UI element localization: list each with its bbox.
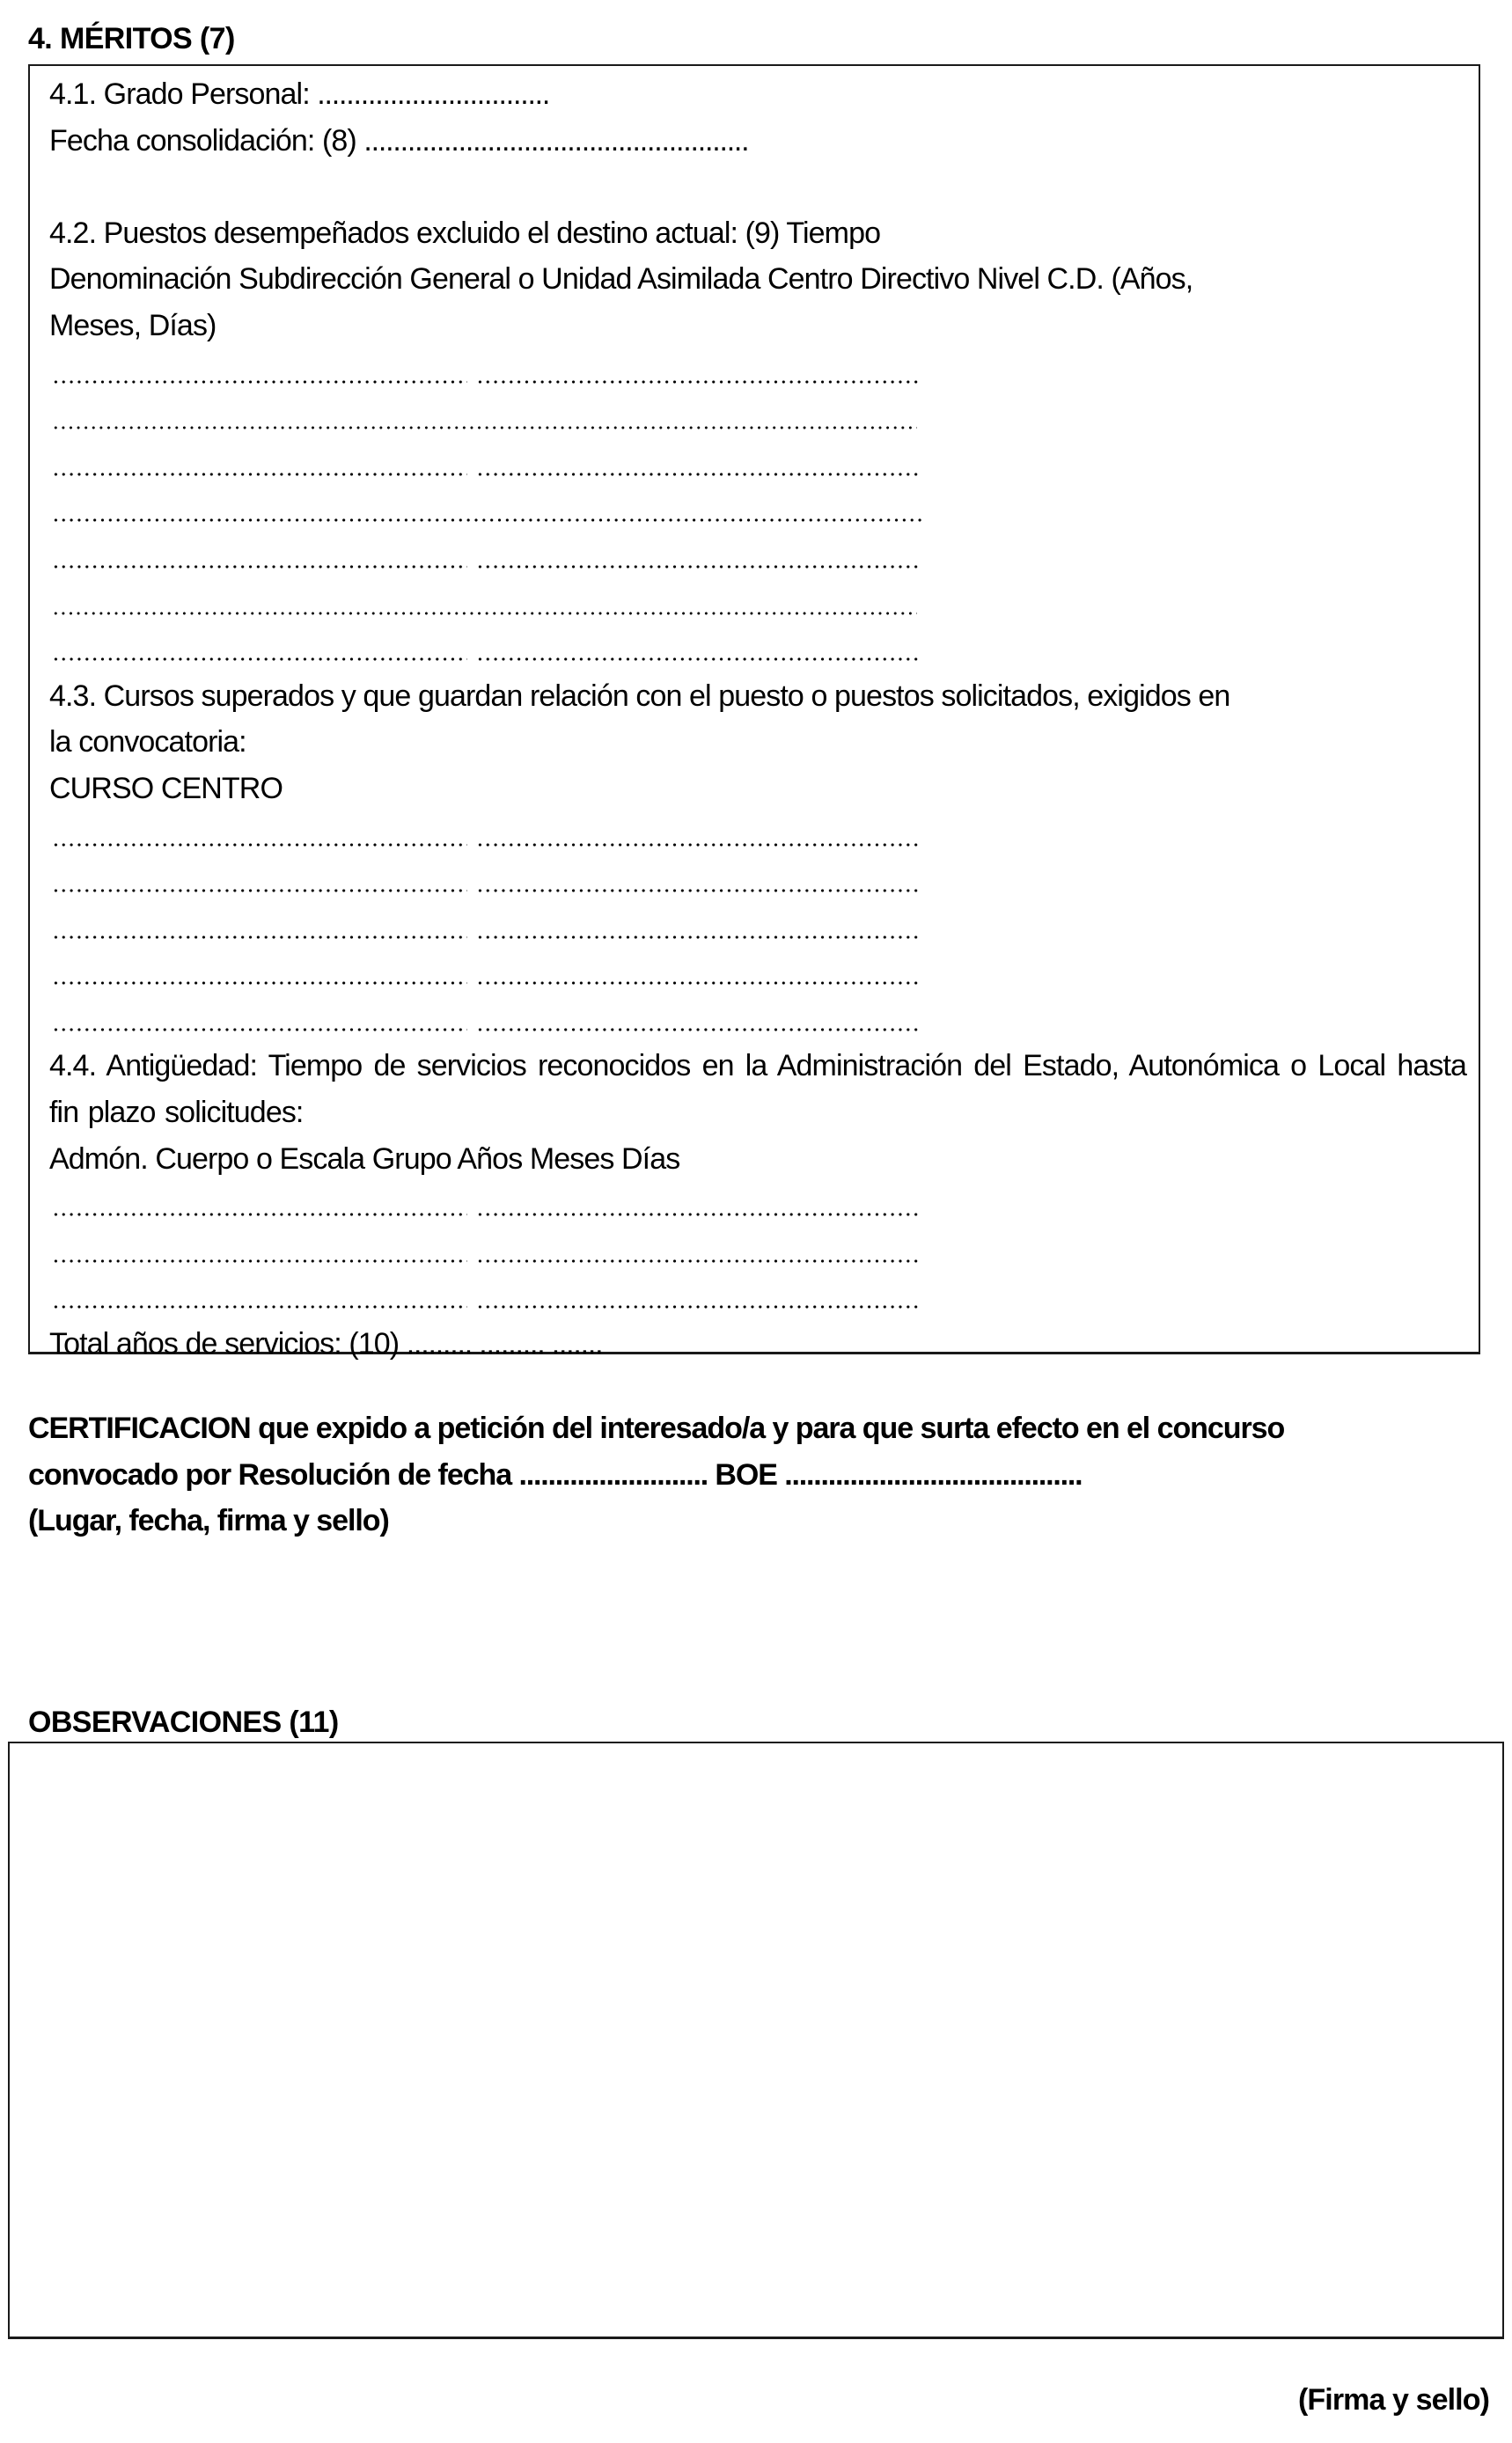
- puestos-row[interactable]: [49, 349, 1466, 396]
- puestos-row[interactable]: [49, 627, 1466, 673]
- cursos-row[interactable]: [49, 812, 1466, 859]
- dotted-field[interactable]: [49, 997, 929, 1044]
- observaciones-box[interactable]: [8, 1742, 1504, 2339]
- grado-personal-field[interactable]: ................................: [317, 77, 550, 111]
- grado-personal-row: [49, 71, 1466, 118]
- dotted-field-first[interactable]: [52, 1213, 467, 1216]
- dotted-field-first[interactable]: [52, 1305, 467, 1309]
- firma-sello: (Firma y sello): [1297, 2383, 1489, 2417]
- cursos-row[interactable]: [49, 997, 1466, 1044]
- grado-personal-label: 4.1. Grado Personal:: [49, 77, 310, 111]
- dotted-field-first[interactable]: [52, 380, 467, 384]
- certificacion-block: [28, 1405, 1489, 1544]
- puestos-row[interactable]: [49, 488, 1466, 534]
- dotted-field-first[interactable]: [52, 473, 467, 476]
- puestos-columns-cont: Meses, Días): [49, 308, 217, 342]
- dotted-field[interactable]: [49, 581, 929, 627]
- resolucion-fecha-field[interactable]: ..........................: [518, 1457, 708, 1492]
- curso-field[interactable]: [52, 935, 467, 939]
- antiguedad-row[interactable]: [49, 1229, 1466, 1275]
- dotted-field[interactable]: [49, 534, 929, 581]
- dotted-field-first[interactable]: [52, 565, 467, 569]
- antiguedad-columns: Admón. Cuerpo o Escala Grupo Años Meses Días: [49, 1141, 680, 1176]
- cursos-row[interactable]: [49, 905, 1466, 951]
- total-servicios-field[interactable]: ......... ......... .......: [406, 1327, 603, 1361]
- cursos-row[interactable]: [49, 858, 1466, 905]
- dotted-field-first[interactable]: [52, 1259, 467, 1263]
- fecha-consolidacion-row: [49, 118, 1466, 165]
- boe-field[interactable]: .........................................: [784, 1457, 1083, 1492]
- dotted-field-full[interactable]: [52, 426, 917, 429]
- curso-field[interactable]: [52, 1028, 467, 1031]
- dotted-field-second[interactable]: [476, 1213, 921, 1216]
- certificacion-line-1: CERTIFICACION que expido a petición del interesado/a y para que surta efecto en el concurso: [28, 1412, 1285, 1445]
- dotted-field-second[interactable]: [476, 473, 921, 476]
- spacer: [49, 164, 1466, 210]
- curso-field[interactable]: [52, 981, 467, 985]
- section-title: 4. MÉRITOS (7): [28, 22, 235, 55]
- total-servicios-label: Total años de servicios: (10): [49, 1327, 400, 1361]
- dotted-field[interactable]: [49, 488, 929, 534]
- antiguedad-heading: [49, 1043, 1466, 1135]
- lugar-fecha-firma: (Lugar, fecha, firma y sello): [28, 1504, 389, 1538]
- fecha-consolidacion-label: Fecha consolidación: (8): [49, 123, 356, 158]
- curso-field[interactable]: [52, 843, 467, 847]
- meritos-box: [28, 64, 1480, 1361]
- puestos-row[interactable]: [49, 442, 1466, 488]
- dotted-field-full[interactable]: [52, 518, 921, 522]
- antiguedad-row[interactable]: [49, 1182, 1466, 1229]
- dotted-field-full[interactable]: [52, 612, 917, 615]
- dotted-field-second[interactable]: [476, 565, 921, 569]
- antiguedad-heading-cont: Autonómica o Local hasta fin plazo solicitudes:: [49, 1049, 1466, 1130]
- antiguedad-heading-text: 4.4. Antigüedad: Tiempo de servicios reconocidos en la Administración del Estado,: [49, 1049, 1119, 1083]
- dotted-field[interactable]: [49, 395, 929, 442]
- observaciones-title: OBSERVACIONES (11): [28, 1706, 339, 1739]
- centro-field[interactable]: [476, 1028, 921, 1031]
- puestos-row[interactable]: [49, 395, 1466, 442]
- boe-label: BOE: [715, 1457, 777, 1492]
- dotted-field[interactable]: [49, 1274, 929, 1321]
- centro-field[interactable]: [476, 935, 921, 939]
- centro-field[interactable]: [476, 981, 921, 985]
- antiguedad-row[interactable]: [49, 1274, 1466, 1321]
- dotted-field[interactable]: [49, 442, 929, 488]
- cursos-heading: 4.3. Cursos superados y que guardan relación con el puesto o puestos solicitados, exigidos en: [49, 679, 1230, 713]
- dotted-field-second[interactable]: [476, 657, 921, 661]
- dotted-field[interactable]: [49, 950, 929, 997]
- cursos-row[interactable]: [49, 950, 1466, 997]
- resolucion-label: convocado por Resolución de fecha: [28, 1457, 512, 1492]
- centro-field[interactable]: [476, 843, 921, 847]
- puestos-heading: 4.2. Puestos desempeñados excluido el destino actual: (9) Tiempo: [49, 216, 881, 250]
- dotted-field[interactable]: [49, 349, 929, 396]
- dotted-field[interactable]: [49, 1182, 929, 1229]
- total-servicios-row: [49, 1321, 1466, 1368]
- dotted-field-second[interactable]: [476, 380, 921, 384]
- dotted-field[interactable]: [49, 627, 929, 673]
- dotted-field-second[interactable]: [476, 1305, 921, 1309]
- dotted-field-first[interactable]: [52, 657, 467, 661]
- dotted-field[interactable]: [49, 812, 929, 859]
- dotted-field[interactable]: [49, 1229, 929, 1275]
- dotted-field-second[interactable]: [476, 1259, 921, 1263]
- puestos-row[interactable]: [49, 581, 1466, 627]
- dotted-field[interactable]: [49, 858, 929, 905]
- puestos-row[interactable]: [49, 534, 1466, 581]
- dotted-field[interactable]: [49, 905, 929, 951]
- cursos-heading-cont: la convocatoria:: [49, 725, 246, 759]
- curso-field[interactable]: [52, 889, 467, 892]
- cursos-columns: CURSO CENTRO: [49, 771, 283, 805]
- centro-field[interactable]: [476, 889, 921, 892]
- fecha-consolidacion-field[interactable]: .....................................................: [363, 123, 749, 158]
- puestos-columns: Denominación Subdirección General o Unidad Asimilada Centro Directivo Nivel C.D. (Años,: [49, 262, 1193, 297]
- certificacion-line-2: [28, 1452, 1489, 1499]
